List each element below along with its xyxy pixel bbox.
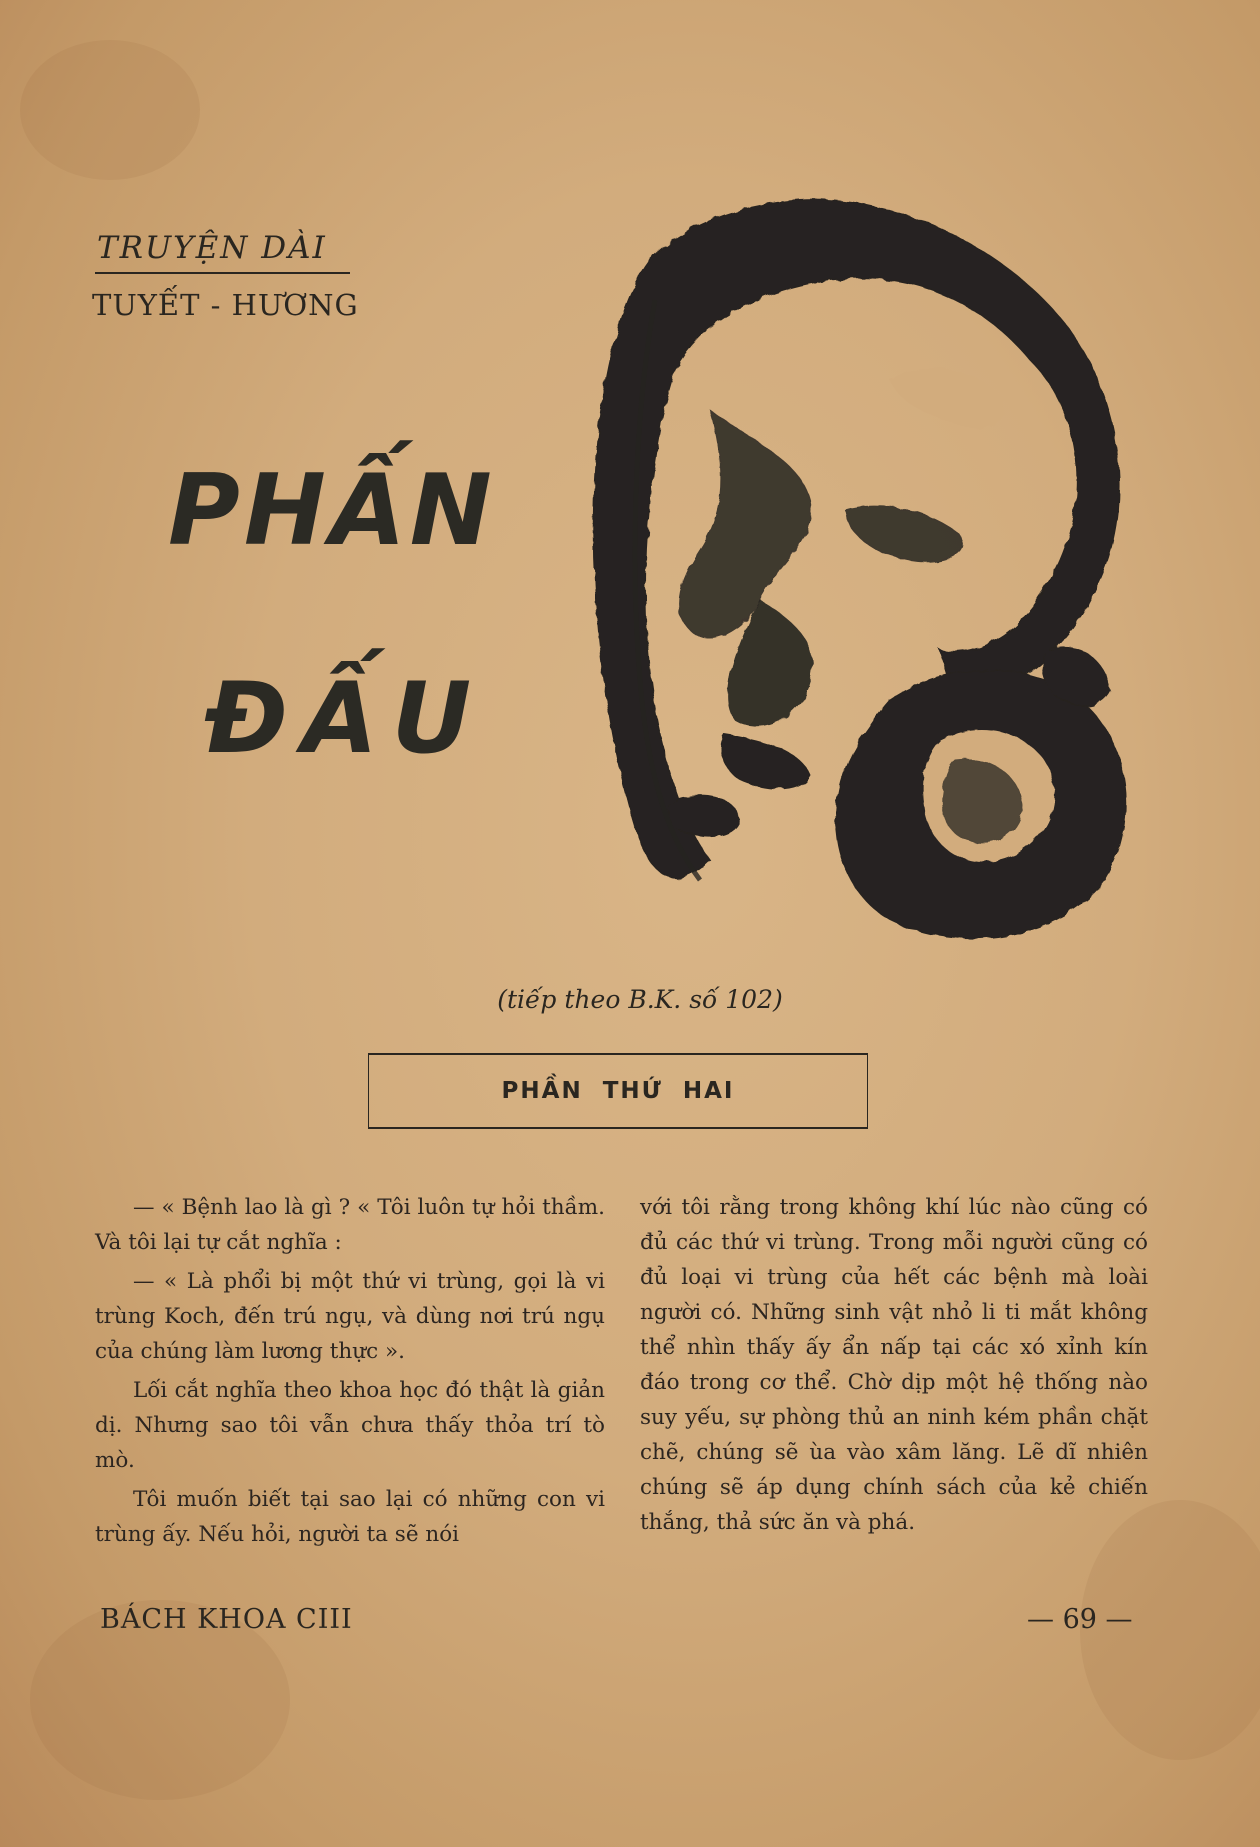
paragraph: — « Là phổi bị một thứ vi trùng, gọi là vi trùng Koch, đến trú ngụ, và dùng nơi trú ngụ của chúng làm lương thực ». — [95, 1269, 605, 1364]
paragraph: Tôi muốn biết tại sao lại có những con vi trùng ấy. Nếu hỏi, người ta sẽ nói — [95, 1487, 605, 1547]
part-heading: PHẦN THỨ HAI — [501, 1078, 735, 1104]
page-number: — 69 — — [1027, 1604, 1133, 1635]
paragraph: — « Bệnh lao là gì ? « Tôi luôn tự hỏi thầm. Và tôi lại tự cắt nghĩa : — [95, 1195, 605, 1255]
paragraph: Lối cắt nghĩa theo khoa học đó thật là giản dị. Nhưng sao tôi vẫn chưa thấy thỏa trí tò mò. — [95, 1378, 605, 1473]
publication-name: BÁCH KHOA CIII — [100, 1604, 353, 1635]
story-kicker: TRUYỆN DÀI — [97, 230, 327, 266]
title-line-1: PHẤN — [168, 454, 496, 568]
title-line-2: ĐẤU — [205, 662, 486, 776]
author-name: TUYẾT - HƯƠNG — [92, 288, 359, 322]
paragraph: với tôi rằng trong không khí lúc nào cũng có đủ các thứ vi trùng. Trong mỗi người cũng có đủ loại vi trùng của hết các bệnh mà loài người có. Những sinh vật nhỏ li ti mắt không thể nhìn thấy ấy ẩn nấp tại các xó xỉnh kín đáo trong cơ thể. Chờ dịp một hệ thống nào suy yếu, sự phòng thủ an ninh kém phần chặt chẽ, chúng sẽ ùa vào xâm lăng. Lẽ dĩ nhiên chúng sẽ áp dụng chính sách của kẻ chiến thắng, thả sức ăn và phá. — [640, 1195, 1148, 1535]
text-column-left — [95, 1190, 605, 1556]
abstract-face-illustration — [560, 180, 1150, 950]
text-column-right — [640, 1190, 1148, 1544]
continued-from-note: (tiếp theo B.K. số 102) — [497, 985, 783, 1014]
paper-stain — [20, 40, 200, 180]
kicker-underline — [95, 272, 350, 274]
part-heading-box — [368, 1053, 868, 1129]
